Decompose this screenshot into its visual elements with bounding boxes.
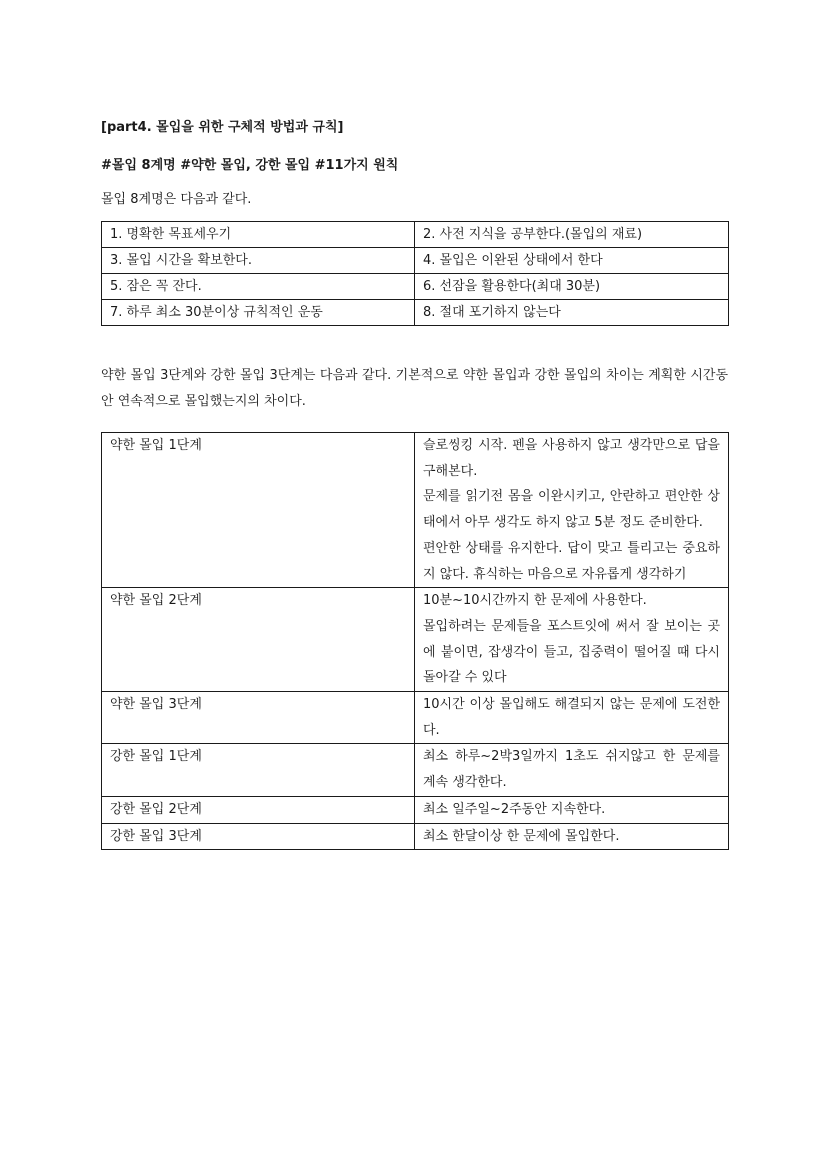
table-row <box>102 823 729 850</box>
stage-description <box>415 744 729 796</box>
description-line: 최소 한달이상 한 문제에 몰입한다. <box>423 828 620 844</box>
stage-description <box>415 796 729 823</box>
rule-cell: 4. 몰입은 이완된 상태에서 한다 <box>415 248 729 274</box>
stage-name: 약한 몰입 2단계 <box>102 588 415 692</box>
stage-name: 강한 몰입 3단계 <box>102 823 415 850</box>
document-page <box>101 118 728 850</box>
table-row <box>102 692 729 744</box>
description-line: 10분~10시간까지 한 문제에 사용한다. <box>423 593 647 609</box>
rule-cell: 1. 명확한 목표세우기 <box>102 222 415 248</box>
stage-description <box>415 433 729 588</box>
rule-cell: 2. 사전 지식을 공부한다.(몰입의 재료) <box>415 222 729 248</box>
table-row <box>102 796 729 823</box>
intro-paragraph: 몰입 8계명은 다음과 같다. <box>101 192 252 207</box>
description-line: 최소 하루~2박3일까지 1초도 쉬지않고 한 문제를 계속 생각한다. <box>423 749 720 791</box>
table-row <box>102 744 729 796</box>
rule-cell: 6. 선잠을 활용한다(최대 30분) <box>415 274 729 300</box>
description-line: 10시간 이상 몰입해도 해결되지 않는 문제에 도전한다. <box>423 697 720 738</box>
table-row <box>102 248 729 274</box>
rule-cell: 8. 절대 포기하지 않는다 <box>415 300 729 326</box>
description-line: 최소 일주일~2주동안 지속한다. <box>423 801 606 817</box>
stage-description <box>415 823 729 850</box>
stages-table <box>101 432 729 850</box>
description-line: 편안한 상태를 유지한다. 답이 맞고 틀리고는 중요하지 않다. 휴식하는 마음으로 자유롭게 생각하기 <box>423 540 720 582</box>
rules-table <box>101 221 729 326</box>
table-row <box>102 300 729 326</box>
stage-name: 강한 몰입 2단계 <box>102 796 415 823</box>
stages-paragraph: 약한 몰입 3단계와 강한 몰입 3단계는 다음과 같다. 기본적으로 약한 몰입과 강한 몰입의 차이는 계획한 시간동안 연속적으로 몰입했는지의 차이다. <box>101 368 728 409</box>
stage-name: 약한 몰입 1단계 <box>102 433 415 588</box>
table-row <box>102 274 729 300</box>
description-line: 문제를 읽기전 몸을 이완시키고, 안란하고 편안한 상태에서 아무 생각도 하지 않고 5분 정도 준비한다. <box>423 489 720 531</box>
table-row <box>102 433 729 588</box>
rule-cell: 3. 몰입 시간을 확보한다. <box>102 248 415 274</box>
rule-cell: 5. 잠은 꼭 잔다. <box>102 274 415 300</box>
hashtag-heading: #몰입 8계명 #약한 몰입, 강한 몰입 #11가지 원칙 <box>101 158 399 173</box>
stage-description <box>415 588 729 692</box>
rule-cell: 7. 하루 최소 30분이상 규칙적인 운동 <box>102 300 415 326</box>
table-row <box>102 588 729 692</box>
description-line: 몰입하려는 문제들을 포스트잇에 써서 잘 보이는 곳에 붙이면, 잡생각이 들고, 집중력이 떨어질 때 다시 돌아갈 수 있다 <box>423 618 720 686</box>
stage-name: 강한 몰입 1단계 <box>102 744 415 796</box>
description-line: 슬로씽킹 시작. 펜을 사용하지 않고 생각만으로 답을 구해본다. <box>423 438 720 479</box>
section-heading: [part4. 몰입을 위한 구체적 방법과 규칙] <box>101 120 344 135</box>
table-row <box>102 222 729 248</box>
stage-name: 약한 몰입 3단계 <box>102 692 415 744</box>
stage-description <box>415 692 729 744</box>
